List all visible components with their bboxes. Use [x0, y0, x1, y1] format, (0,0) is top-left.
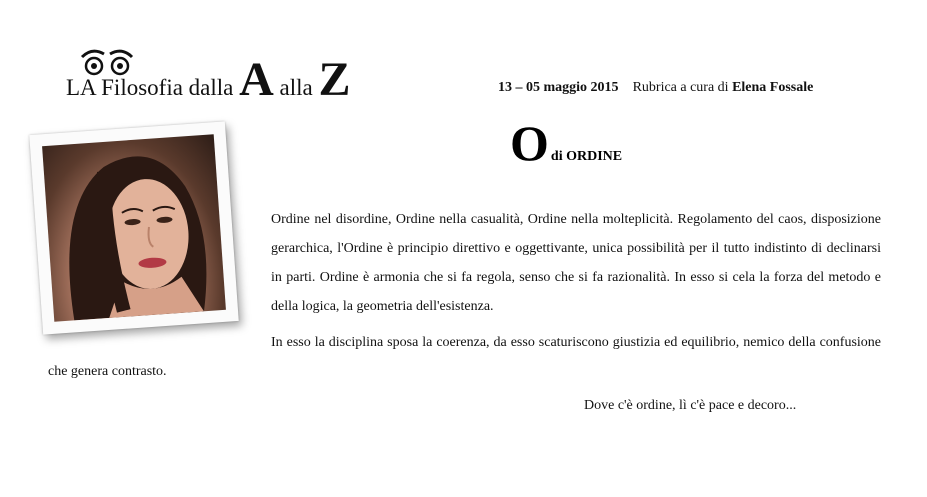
entry-heading [510, 116, 622, 170]
masthead-part2: alla [273, 75, 319, 100]
rubric-label: Rubrica a cura di [632, 80, 729, 95]
masthead-part1: LA Filosofia dalla [66, 75, 240, 100]
masthead-letter-a: A [239, 53, 274, 106]
issue-date: 13 – 05 maggio 2015 [498, 80, 619, 95]
entry-letter: O [510, 115, 549, 171]
closing-line: Dove c'è ordine, lì c'è pace e decoro... [584, 398, 797, 413]
author-photo [42, 134, 226, 322]
masthead-letter-z: Z [318, 53, 351, 106]
portrait-illustration [42, 134, 226, 322]
paragraph-2: In esso la disciplina sposa la coerenza, da esso scaturiscono giustizia ed equilibrio, nemico della confusione che genera contrasto. [48, 335, 881, 379]
author-photo-frame [29, 121, 238, 334]
entry-subtitle: di ORDINE [550, 149, 623, 164]
masthead-title [66, 53, 351, 112]
issue-meta [498, 80, 813, 96]
author-name: Elena Fossale [732, 80, 814, 95]
paragraph-1: Ordine nel disordine, Ordine nella casualità, Ordine nella molteplicità. Regolamento del caos, disposizione gerarchica, l'Ordine è principio direttivo e oggettivante, unica possibilità per il tutto indistinto di declinarsi in parti. Ordine è armonia che si fa regola, senso che si fa razionalità. In esso si cela la forza del metodo e della logica, la geometria dell'esistenza. [271, 212, 881, 314]
